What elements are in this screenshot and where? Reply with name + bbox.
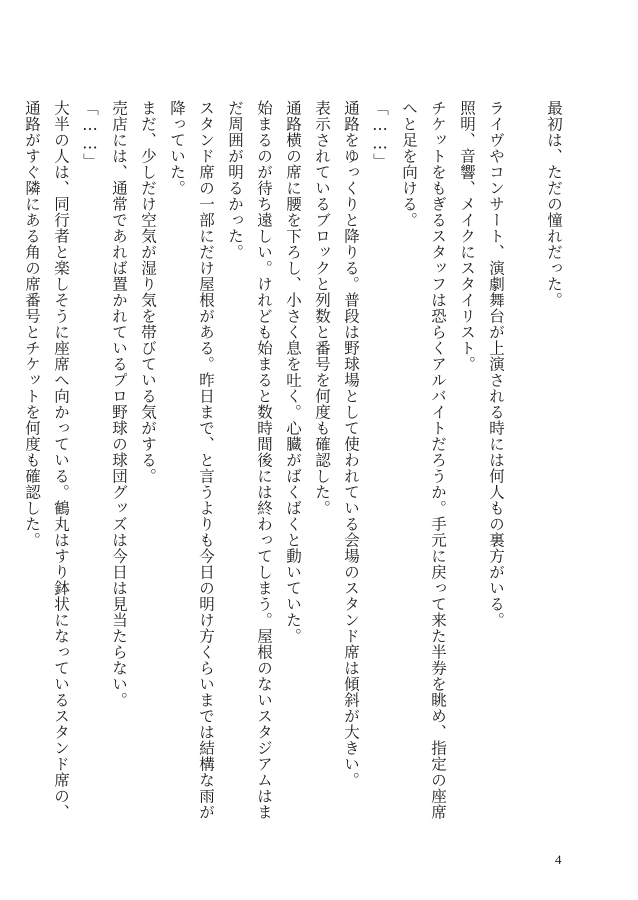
text-line: 大半の人は、同行者と楽しそうに座席へ向かっている。鶴丸はすり鉢状になっているスタンド席の、 xyxy=(52,100,70,820)
text-line: 始まるのが待ち遠しい。けれども始まると数時間後には終わってしまう。屋根のないスタジアムはま xyxy=(255,100,273,820)
vertical-text-body xyxy=(23,100,568,820)
text-line: 通路がすぐ隣にある角の席番号とチケットを何度も確認した。 xyxy=(23,100,41,548)
text-line: 表示されているブロックと列数と番号を何度も確認した。 xyxy=(313,100,331,516)
page-number: 4 xyxy=(555,852,562,867)
text-line: まだ、少しだけ空気が湿り気を帯びている気がする。 xyxy=(139,100,157,484)
text-line: 通路横の席に腰を下ろし、小さく息を吐く。心臓がばくばくと動いていた。 xyxy=(284,100,302,644)
text-line: ライヴやコンサート、演劇舞台が上演される時には何人もの裏方がいる。 xyxy=(487,100,505,628)
text-line: 最初は、ただの憧れだった。 xyxy=(545,100,563,308)
text-line: チケットをもぎるスタッフは恐らくアルバイトだろうか。手元に戻って来た半券を眺め、指定の座席 xyxy=(429,100,447,820)
text-line: スタンド席の一部にだけ屋根がある。昨日まで、と言うよりも今日の明け方くらいまでは結構な雨が xyxy=(197,100,215,820)
text-line: 売店には、通常であれば置かれているプロ野球の球団グッズは今日は見当たらない。 xyxy=(110,100,128,708)
text-line: 照明、音響、メイクにスタイリスト。 xyxy=(458,100,476,372)
text-line: へと足を向ける。 xyxy=(400,100,418,228)
text-line: 降っていた。 xyxy=(168,100,186,196)
text-line: 通路をゆっくりと降りる。普段は野球場として使われている会場のスタンド席は傾斜が大きい。 xyxy=(342,100,360,788)
text-line: 「……」 xyxy=(371,100,389,169)
text-line: 「……」 xyxy=(81,100,99,169)
text-line: だ周囲が明るかった。 xyxy=(226,100,244,260)
text-line xyxy=(510,100,539,740)
